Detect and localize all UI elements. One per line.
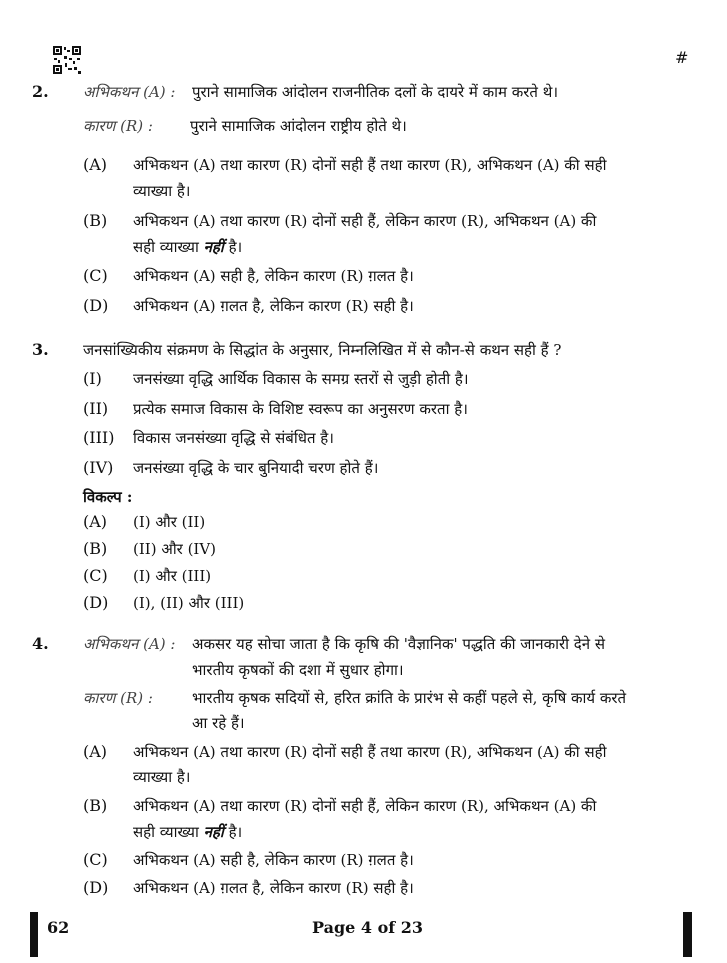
assertion-label: अभिकथन (A) :	[83, 635, 176, 653]
option-label: (C)	[83, 566, 108, 585]
option-label: (D)	[83, 593, 109, 612]
option-label: (C)	[83, 266, 108, 285]
option-text: (II) और (IV)	[133, 540, 217, 558]
choices-heading: विकल्प :	[83, 488, 133, 506]
footer-right-bar	[683, 912, 692, 957]
option-text: अभिकथन (A) तथा कारण (R) दोनों सही हैं, लेकिन कारण (R), अभिकथन (A) की	[133, 797, 597, 815]
assertion-label: अभिकथन (A) :	[83, 83, 176, 101]
statement-text: विकास जनसंख्या वृद्धि से संबंधित है।	[133, 429, 334, 447]
footer-left-bar	[30, 912, 38, 957]
reason-text: पुराने सामाजिक आंदोलन राष्ट्रीय होते थे।	[190, 117, 407, 135]
option-text-cont: व्याख्या है।	[133, 182, 191, 200]
option-text: (I) और (II)	[133, 513, 206, 531]
question-stem: जनसांख्यिकीय संक्रमण के सिद्धांत के अनुसार, निम्नलिखित में से कौन-से कथन सही हैं ?	[83, 341, 562, 359]
assertion-text: अकसर यह सोचा जाता है कि कृषि की 'वैज्ञानिक' पद्धति की जानकारी देने से	[192, 635, 605, 653]
statement-label: (II)	[83, 399, 109, 418]
option-text-cont: व्याख्या है।	[133, 768, 191, 786]
option-label: (B)	[83, 796, 108, 815]
statement-text: प्रत्येक समाज विकास के विशिष्ट स्वरूप का अनुसरण करता है।	[133, 400, 468, 418]
option-text: अभिकथन (A) सही है, लेकिन कारण (R) ग़लत है।	[133, 267, 414, 285]
option-label: (D)	[83, 296, 109, 315]
assertion-text-cont: भारतीय कृषकों की दशा में सुधार होगा।	[192, 661, 404, 679]
reason-label: कारण (R) :	[83, 689, 153, 707]
option-text: अभिकथन (A) तथा कारण (R) दोनों सही हैं तथा कारण (R), अभिकथन (A) की सही	[133, 743, 607, 761]
qr-code-icon	[53, 46, 81, 74]
reason-label: कारण (R) :	[83, 117, 153, 135]
page-number: Page 4 of 23	[312, 918, 423, 937]
statement-label: (I)	[83, 369, 102, 388]
option-text: (I) और (III)	[133, 567, 212, 585]
option-text: (I), (II) और (III)	[133, 594, 245, 612]
option-label: (C)	[83, 850, 108, 869]
question-number: 4.	[32, 634, 49, 653]
option-text: अभिकथन (A) तथा कारण (R) दोनों सही हैं, लेकिन कारण (R), अभिकथन (A) की	[133, 212, 597, 230]
option-text-cont: सही व्याख्या नहीं है।	[133, 238, 243, 256]
option-label: (B)	[83, 211, 108, 230]
option-text: अभिकथन (A) ग़लत है, लेकिन कारण (R) सही है।	[133, 297, 414, 315]
option-label: (A)	[83, 155, 108, 174]
option-text: अभिकथन (A) तथा कारण (R) दोनों सही हैं तथा कारण (R), अभिकथन (A) की सही	[133, 156, 607, 174]
option-label: (B)	[83, 539, 108, 558]
statement-text: जनसंख्या वृद्धि के चार बुनियादी चरण होते हैं।	[133, 459, 379, 477]
question-number: 3.	[32, 340, 49, 359]
option-text: अभिकथन (A) सही है, लेकिन कारण (R) ग़लत है।	[133, 851, 414, 869]
statement-label: (III)	[83, 428, 115, 447]
reason-text: भारतीय कृषक सदियों से, हरित क्रांति के प्रारंभ से कहीं पहले से, कृषि कार्य करते	[192, 689, 627, 707]
reason-text-cont: आ रहे हैं।	[192, 714, 245, 732]
statement-text: जनसंख्या वृद्धि आर्थिक विकास के समग्र स्तरों से जुड़ी होती है।	[133, 370, 469, 388]
option-label: (A)	[83, 512, 108, 531]
assertion-text: पुराने सामाजिक आंदोलन राजनीतिक दलों के दायरे में काम करते थे।	[192, 83, 558, 101]
paper-code: 62	[47, 918, 70, 937]
option-label: (A)	[83, 742, 108, 761]
option-label: (D)	[83, 878, 109, 897]
option-text-cont: सही व्याख्या नहीं है।	[133, 823, 243, 841]
statement-label: (IV)	[83, 458, 114, 477]
option-text: अभिकथन (A) ग़लत है, लेकिन कारण (R) सही है।	[133, 879, 414, 897]
question-number: 2.	[32, 82, 49, 101]
page-hash-mark: #	[675, 48, 689, 67]
